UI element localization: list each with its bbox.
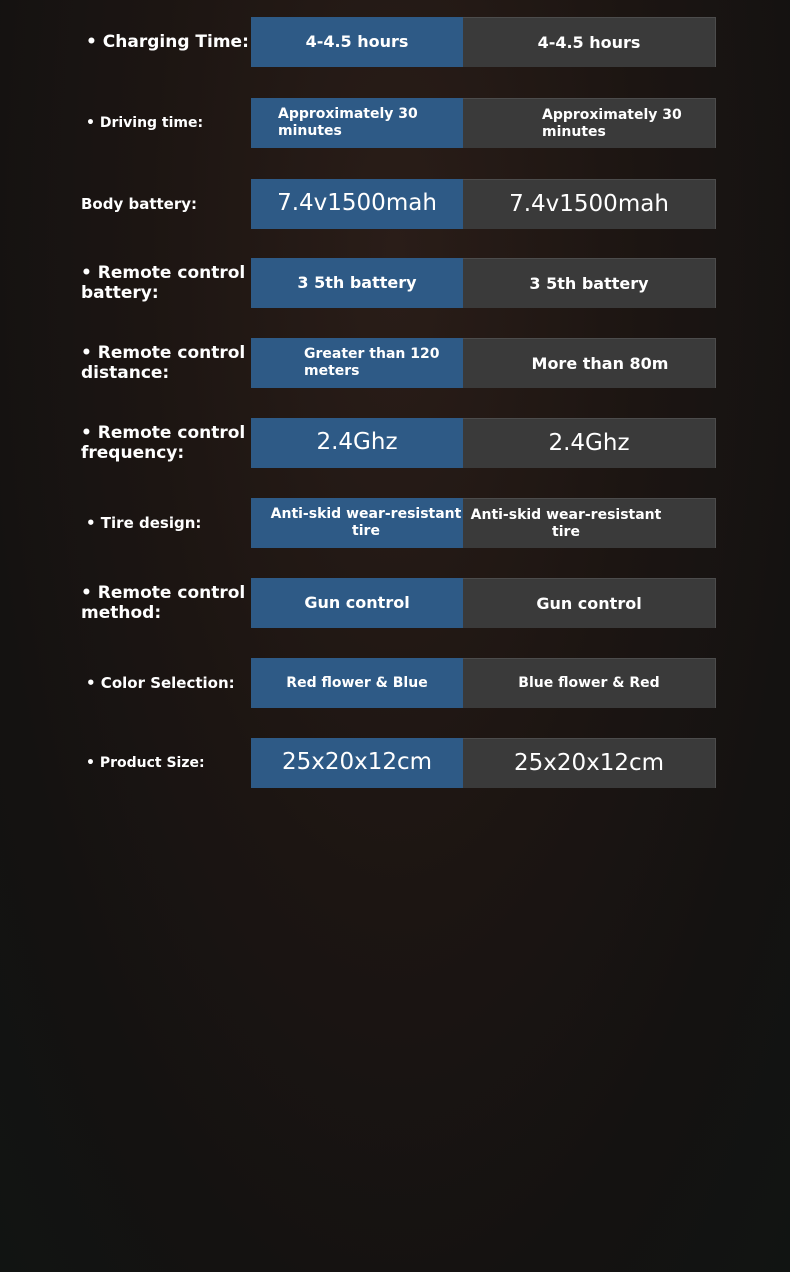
spec-value-a: 7.4v1500mah (251, 179, 463, 229)
spec-row-remote-distance (0, 338, 790, 388)
spec-value-a: Gun control (251, 578, 463, 628)
spec-row-tire-design (0, 498, 790, 548)
spec-value-a: 3 5th battery (251, 258, 463, 308)
spec-label: • Remote control battery: (81, 262, 246, 303)
spec-value-b: 4-4.5 hours (463, 17, 716, 67)
spec-label: Body battery: (81, 195, 198, 213)
spec-label: • Remote control frequency: (81, 422, 246, 463)
spec-value-b: Blue flower & Red (463, 658, 716, 708)
spec-value-b: 2.4Ghz (463, 418, 716, 468)
spec-value-a: Red flower & Blue (251, 658, 463, 708)
spec-value-a: 2.4Ghz (251, 418, 463, 468)
spec-value-b: Approximately 30 minutes (463, 98, 716, 148)
spec-label: • Product Size: (86, 754, 205, 771)
spec-value-a: Approximately 30 minutes (251, 98, 463, 148)
spec-label: • Remote control distance: (81, 342, 246, 383)
spec-value-b: 7.4v1500mah (463, 179, 716, 229)
spec-row-driving-time (0, 98, 790, 148)
spec-value-a: Anti-skid wear-resistant tire (251, 498, 463, 548)
spec-value-a: 25x20x12cm (251, 738, 463, 788)
spec-row-charging-time (0, 17, 790, 67)
spec-row-body-battery (0, 179, 790, 229)
spec-value-b: 25x20x12cm (463, 738, 716, 788)
spec-value-b: More than 80m (463, 338, 716, 388)
spec-label: • Remote control method: (81, 582, 246, 623)
spec-label: • Driving time: (86, 114, 204, 131)
spec-value-b: Gun control (463, 578, 716, 628)
spec-label: • Charging Time: (86, 31, 249, 52)
spec-value-b: Anti-skid wear-resistant tire (463, 498, 716, 548)
spec-label: • Color Selection: (86, 674, 235, 692)
spec-row-color-selection (0, 658, 790, 708)
spec-row-product-size (0, 738, 790, 788)
spec-value-a: 4-4.5 hours (251, 17, 463, 67)
spec-row-remote-battery (0, 258, 790, 308)
spec-row-remote-frequency (0, 418, 790, 468)
spec-value-b: 3 5th battery (463, 258, 716, 308)
spec-row-remote-method (0, 578, 790, 628)
spec-value-a: Greater than 120 meters (251, 338, 463, 388)
spec-label: • Tire design: (86, 514, 202, 532)
